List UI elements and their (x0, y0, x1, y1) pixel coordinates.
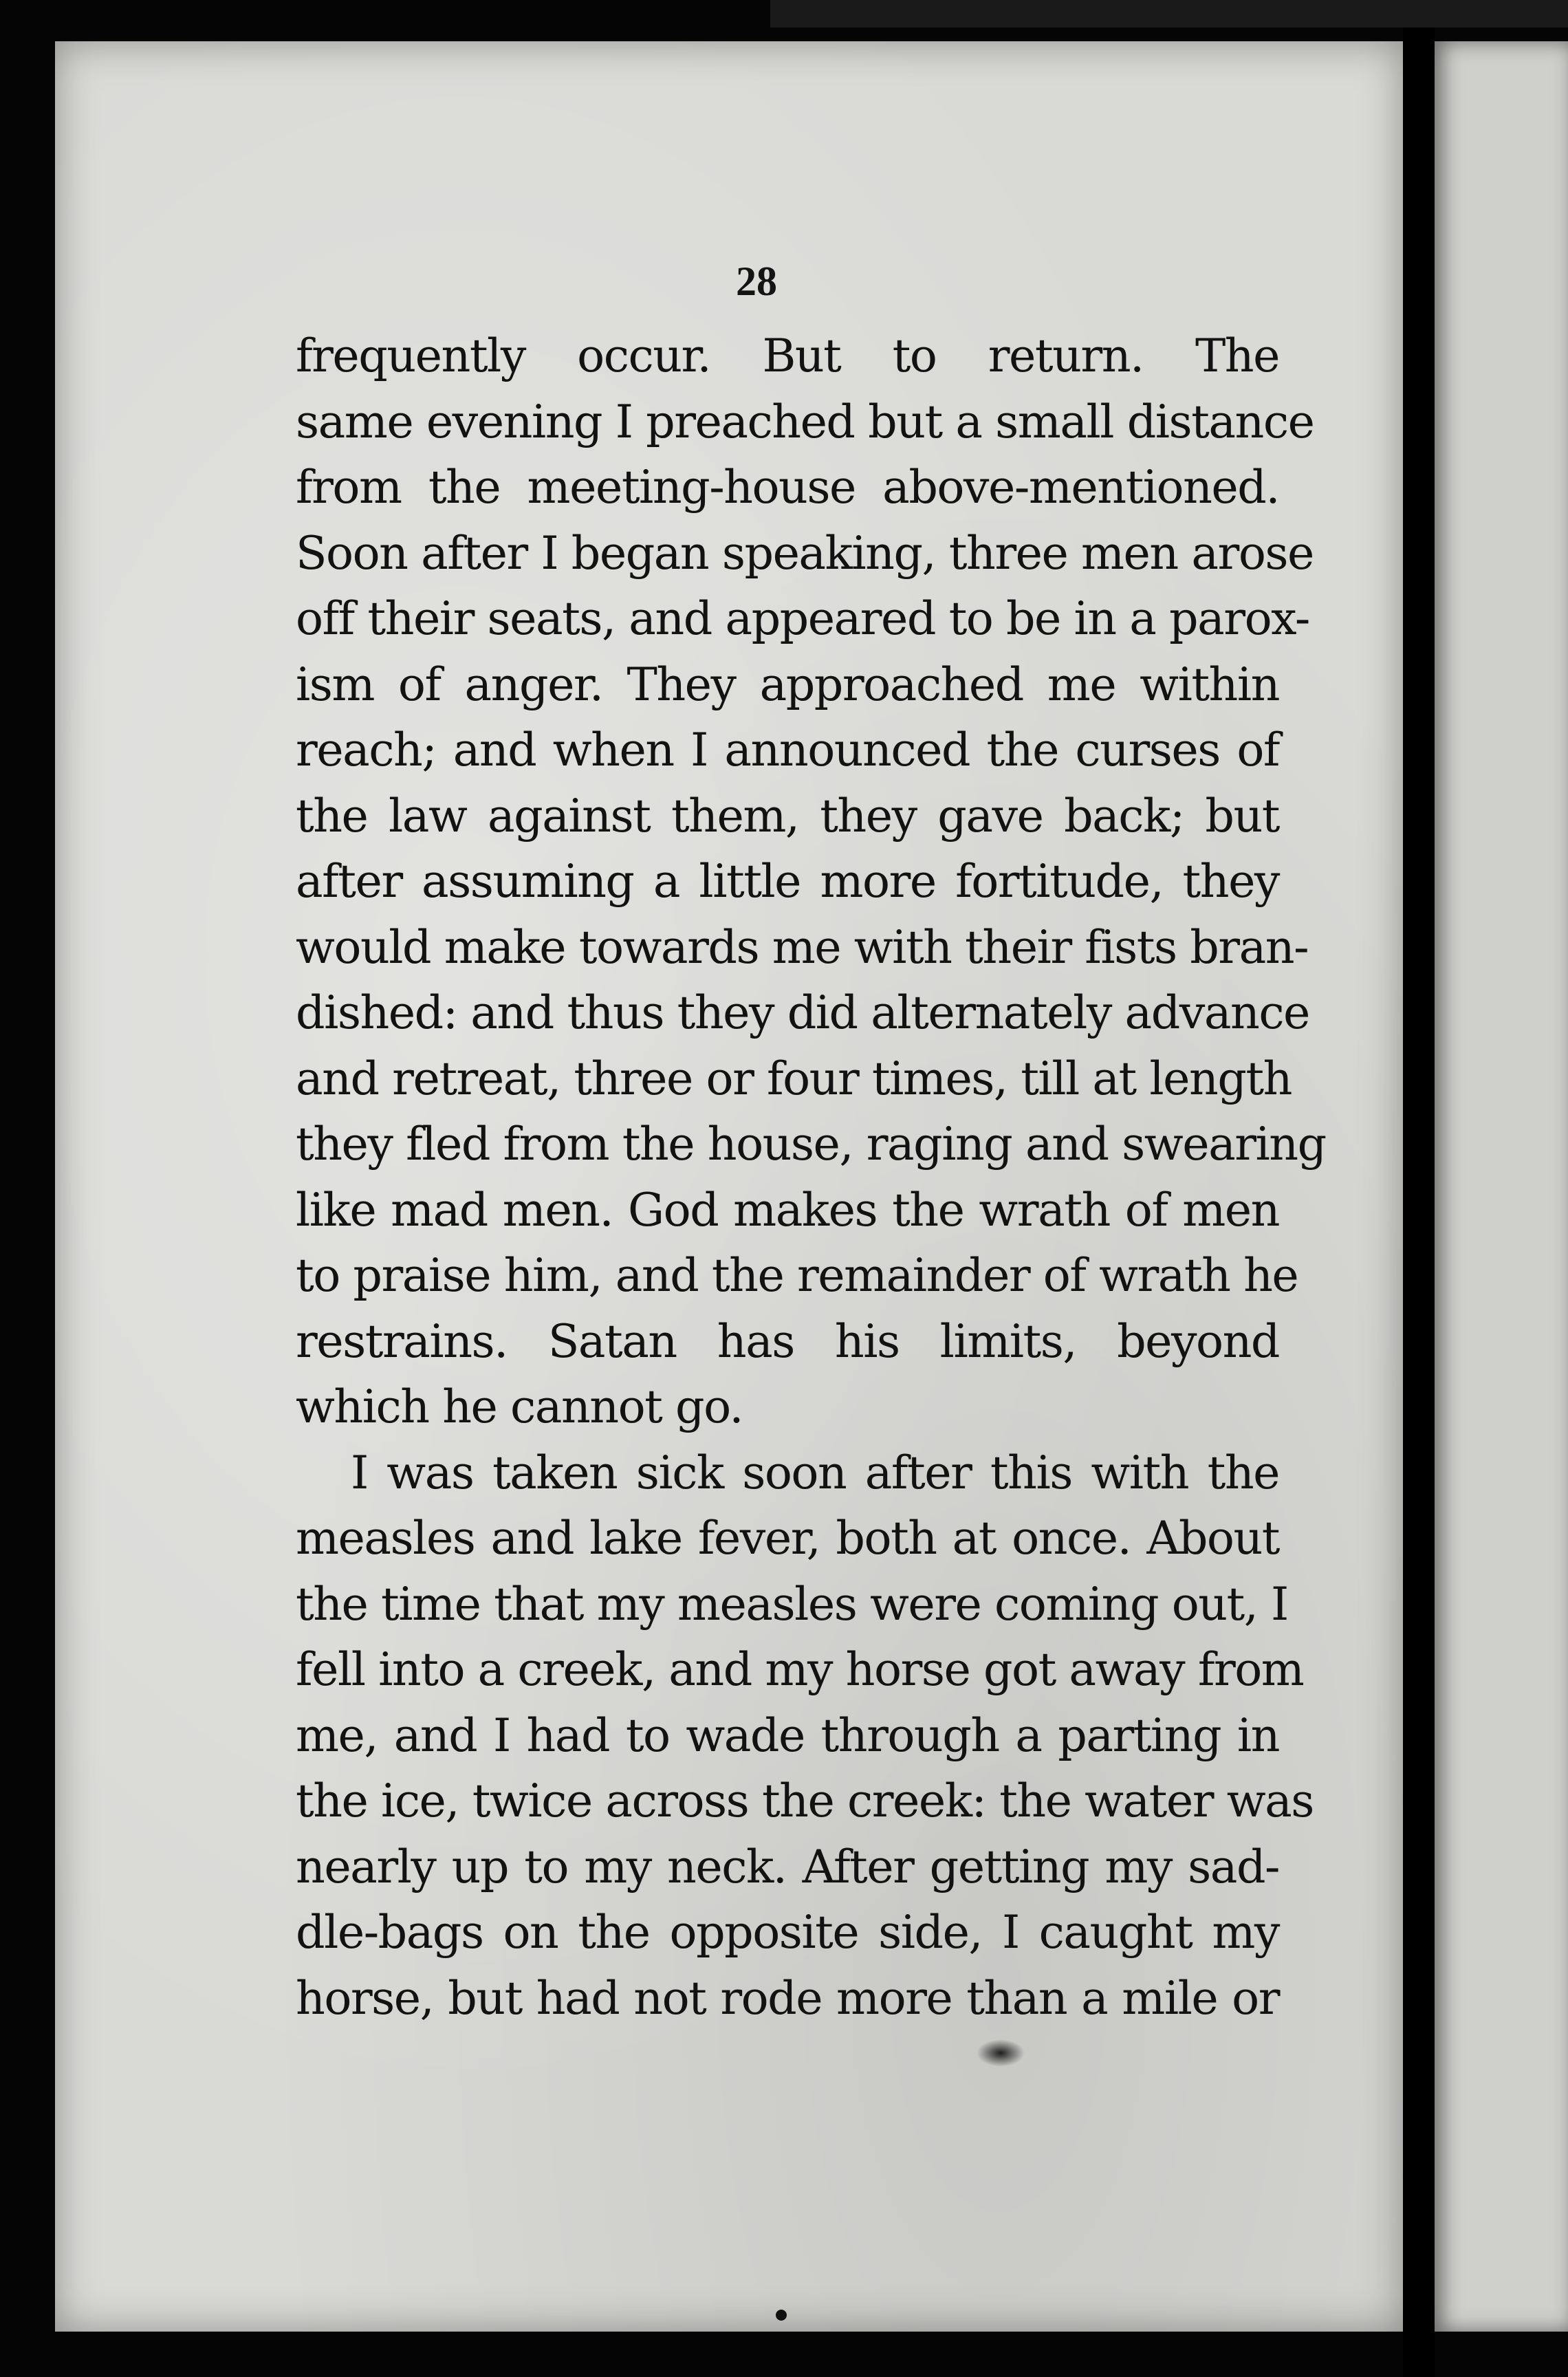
text-line: off their seats, and appeared to be in a parox- (296, 591, 1309, 645)
text-line: after assuming a little more fortitude, they (296, 854, 1279, 908)
body-text (296, 323, 1326, 2031)
text-line: Soon after I began speaking, three men arose (296, 525, 1314, 580)
paragraph-start-line: I was taken sick soon after this with the (351, 1445, 1279, 1499)
text-line: reach; and when I announced the curses of (296, 723, 1279, 777)
text-line: the time that my measles were coming out, I (296, 1576, 1288, 1631)
text-line: and retreat, three or four times, till at length (296, 1051, 1292, 1105)
text-line: they fled from the house, raging and swearing (296, 1117, 1326, 1171)
text-line: measles and lake fever, both at once. About (296, 1511, 1279, 1565)
text-line: to praise him, and the remainder of wrath he (296, 1248, 1298, 1302)
text-line: dle-bags on the opposite side, I caught my (296, 1905, 1279, 1959)
page-number: 28 (736, 259, 777, 304)
text-line: me, and I had to wade through a parting in (296, 1708, 1279, 1762)
text-line: ism of anger. They approached me within (296, 657, 1279, 711)
text-line: like mad men. God makes the wrath of men (296, 1182, 1279, 1237)
facing-page-edge (1435, 41, 1568, 2332)
text-line: from the meeting-house above-mentioned. (296, 460, 1279, 514)
text-line: same evening I preached but a small distance (296, 394, 1314, 448)
text-line: frequently occur. But to return. The (296, 329, 1279, 382)
text-line: the ice, twice across the creek: the water was (296, 1774, 1314, 1827)
text-line: fell into a creek, and my horse got away from (296, 1642, 1304, 1696)
ink-dot (776, 2310, 787, 2321)
text-line: restrains. Satan has his limits, beyond (296, 1314, 1279, 1368)
text-line: dished: and thus they did alternately advance (296, 986, 1309, 1039)
text-line: would make towards me with their fists bran- (296, 920, 1309, 974)
film-edge (770, 0, 1568, 28)
text-line: nearly up to my neck. After getting my sad- (296, 1839, 1279, 1893)
ink-blot (977, 2039, 1025, 2067)
page-gutter (1403, 28, 1435, 2377)
paragraph-end-line: which he cannot go. (296, 1380, 743, 1433)
text-line: horse, but had not rode more than a mile or (296, 1971, 1279, 2025)
text-line: the law against them, they gave back; but (296, 788, 1279, 843)
